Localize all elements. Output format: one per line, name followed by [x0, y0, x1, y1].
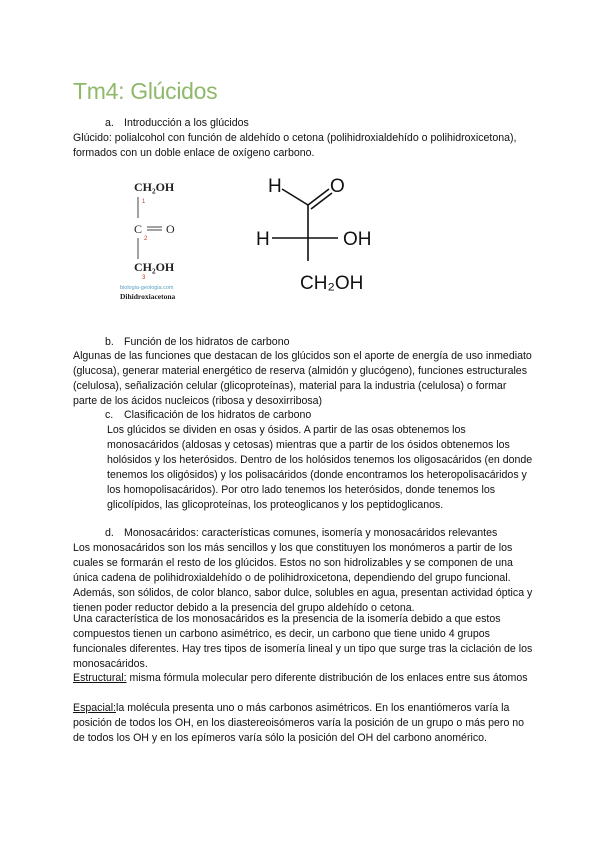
section-d-marker: d. — [105, 527, 114, 539]
section-b-title: Función de los hidratos de carbono — [124, 336, 290, 348]
section-d-title: Monosacáridos: características comunes, isomería y monosacáridos relevantes — [124, 527, 498, 539]
fig1-carbon: C — [134, 222, 143, 236]
fig1-top-group: CH₂OH — [134, 180, 175, 194]
fig1-bottom-group: CH₂OH — [134, 260, 175, 274]
page-title: Tm4: Glúcidos — [73, 78, 218, 104]
estructural-text: misma fórmula molecular pero diferente distribución de los enlaces entre sus átomos — [126, 672, 528, 684]
fig1-num3: 3 — [142, 275, 146, 281]
fig1-watermark: biologia-geologia.com — [120, 285, 174, 291]
espacial-label: Espacial: — [73, 702, 116, 714]
intro-paragraph: Glúcido: polialcohol con función de aldehído o cetona (polihidroxialdehído o polihidroxicetona), formados con un doble enlace de oxígeno carbono. — [73, 132, 517, 159]
fig1-oxygen: O — [166, 222, 175, 236]
fig1-num1: 1 — [142, 199, 146, 205]
section-b-heading — [105, 335, 290, 350]
espacial-text: la molécula presenta uno o más carbonos asimétricos. En los enantiómeros varía la posición de todos los OH, en los diastereoisómeros varía la posición de un grupo o más pero no de todos los OH y en los epímeros varía sólo la posición del OH del carbono anomérico. — [73, 702, 525, 744]
fig1-num2: 2 — [144, 236, 148, 242]
fig2-h-top: H — [268, 176, 282, 197]
funcion-paragraph: Algunas de las funciones que destacan de los glúcidos son el aporte de energía de uso inmediato (glucosa), generar material energético de reserva (almidón y glucógeno), funciones estructurales (celulosa), señalización celular (glicoproteínas), material para la industria (celulosa) o formar parte de los ácidos nucleicos (ribosa y desoxirribosa) — [73, 350, 532, 407]
fig1-caption: Dihidroxiacetona — [120, 292, 176, 301]
section-c-heading — [105, 408, 311, 423]
section-d-heading — [105, 526, 497, 541]
monosacaridos-paragraph-1: Los monosacáridos son los más sencillos y los que constituyen los monómeros a partir de los cuales se formarán el resto de los glúcidos. Estos no son hidrolizables y se componen de una única cadena de polihidroxialdehído o de polihidroxicetona, dependiendo del grupo funcional. Además, son sólidos, de color blanco, sabor dulce, solubles en agua, presentan actividad óptica y tienen poder reductor debido a la presencia del grupo aldehído o cetona. — [73, 542, 533, 614]
clasificacion-paragraph: Los glúcidos se dividen en osas y ósidos. A partir de las osas obtenemos los monosacáridos (aldosas y cetosas) mientras que a partir de los ósidos obtenemos los holósidos y los heterósidos. Dentro de los holósidos tenemos los oligosacáridos (en donde tenemos los oligósidos) y los polisacáridos (donde encontramos los heteropolisacáridos y los homopolisacáridos). Por otro lado tenemos los heterósidos, donde tenemos los glicolípidos, las glicoproteínas, los proteoglicanos y los peptidoglicanos. — [107, 424, 533, 511]
estructural-label: Estructural: — [73, 672, 127, 684]
section-a-title: Introducción a los glúcidos — [124, 117, 249, 129]
monosacaridos-paragraph-2: Una característica de los monosacáridos es la presencia de la isomería debido a que estos compuestos tienen un carbono asimétrico, es decir, un carbono que tiene unido 4 grupos funcionales diferentes. Hay tres tipos de isomería lineal y un tipo que surge tras la ciclación de los monosacáridos. — [73, 613, 533, 670]
dihidroxiacetona-figure — [118, 175, 228, 305]
section-c-marker: c. — [105, 409, 114, 421]
espacial-paragraph — [73, 701, 533, 746]
fig2-ch2oh: CH₂OH — [300, 273, 364, 294]
section-b-marker: b. — [105, 336, 114, 348]
estructural-paragraph — [73, 671, 533, 686]
section-a-heading — [105, 116, 249, 131]
section-a-marker: a. — [105, 117, 114, 129]
fig2-oh-mid: OH — [343, 229, 372, 250]
section-c-title: Clasificación de los hidratos de carbono — [124, 409, 312, 421]
gliceraldehido-figure — [240, 165, 390, 295]
fig2-o-top: O — [330, 176, 345, 197]
fig2-h-mid: H — [256, 229, 270, 250]
